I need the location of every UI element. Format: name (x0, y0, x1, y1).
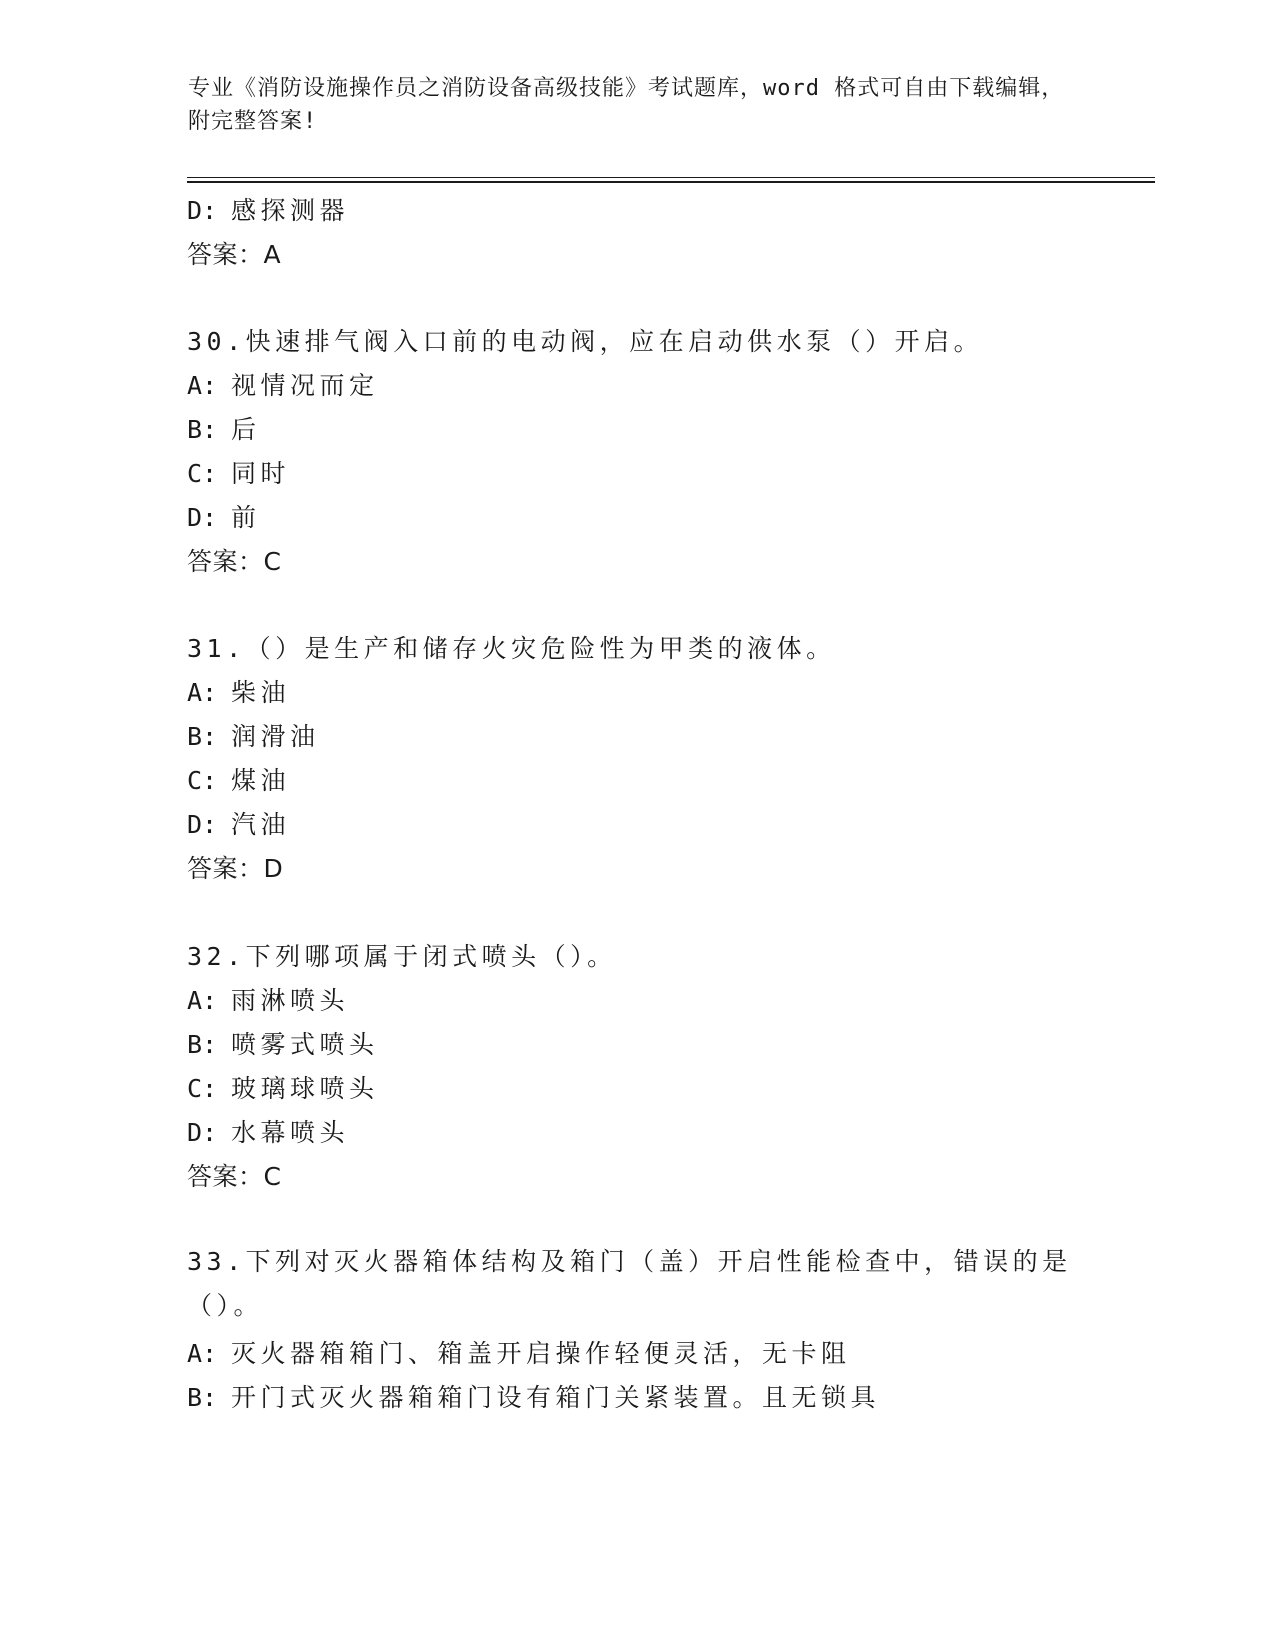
header-divider-bottom (187, 181, 1155, 183)
option-label: D: (187, 810, 218, 839)
option-text: 雨淋喷头 (231, 986, 350, 1015)
option-a (187, 368, 379, 404)
option-a (187, 983, 349, 1019)
option-a (187, 1336, 851, 1372)
option-text: 玻璃球喷头 (231, 1074, 379, 1103)
header-divider-top (187, 177, 1155, 178)
option-label: C: (187, 459, 218, 488)
option-text: 感探测器 (231, 196, 350, 225)
option-label: A: (187, 678, 218, 707)
option-b (187, 719, 320, 755)
option-d (187, 193, 349, 229)
option-label: B: (187, 415, 218, 444)
option-text: 同时 (231, 459, 291, 488)
option-text: 柴油 (231, 678, 291, 707)
option-text: 煤油 (231, 766, 291, 795)
option-b (187, 412, 261, 448)
option-d (187, 1115, 349, 1151)
option-label: B: (187, 722, 218, 751)
option-label: A: (187, 371, 218, 400)
option-label: B: (187, 1030, 218, 1059)
question-title: 30.快速排气阀入口前的电动阀，应在启动供水泵（）开启。 (187, 327, 984, 356)
option-text: 后 (231, 415, 261, 444)
option-label: A: (187, 1339, 218, 1368)
answer-line: 答案：A (187, 240, 282, 269)
question-title: 33.下列对灭火器箱体结构及箱门（盖）开启性能检查中，错误的是（）。 (187, 1247, 1072, 1320)
option-d (187, 807, 290, 843)
option-text: 前 (231, 503, 261, 532)
question-title: 31.（）是生产和储存火灾危险性为甲类的液体。 (187, 634, 836, 663)
option-d (187, 500, 261, 536)
option-text: 喷雾式喷头 (231, 1030, 379, 1059)
option-c (187, 1071, 379, 1107)
option-label: C: (187, 1074, 218, 1103)
option-a (187, 675, 290, 711)
option-c (187, 456, 290, 492)
page-header: 专业《消防设施操作员之消防设备高级技能》考试题库，word 格式可自由下载编辑，附完整答案! (188, 76, 1065, 134)
option-text: 灭火器箱箱门、箱盖开启操作轻便灵活，无卡阻 (231, 1339, 851, 1368)
option-label: D: (187, 503, 218, 532)
question-title: 32.下列哪项属于闭式喷头（）。 (187, 942, 617, 971)
option-text: 开门式灭火器箱箱门设有箱门关紧装置。且无锁具 (231, 1383, 881, 1412)
option-label: A: (187, 986, 218, 1015)
answer-line: 答案：D (187, 854, 284, 883)
option-label: D: (187, 1118, 218, 1147)
option-text: 汽油 (231, 810, 291, 839)
option-b (187, 1380, 880, 1416)
option-c (187, 763, 290, 799)
answer-line: 答案：C (187, 547, 282, 576)
option-text: 视情况而定 (231, 371, 379, 400)
option-text: 润滑油 (231, 722, 320, 751)
option-label: D: (187, 196, 218, 225)
answer-line: 答案：C (187, 1162, 282, 1191)
option-text: 水幕喷头 (231, 1118, 350, 1147)
option-label: C: (187, 766, 218, 795)
option-label: B: (187, 1383, 218, 1412)
option-b (187, 1027, 379, 1063)
